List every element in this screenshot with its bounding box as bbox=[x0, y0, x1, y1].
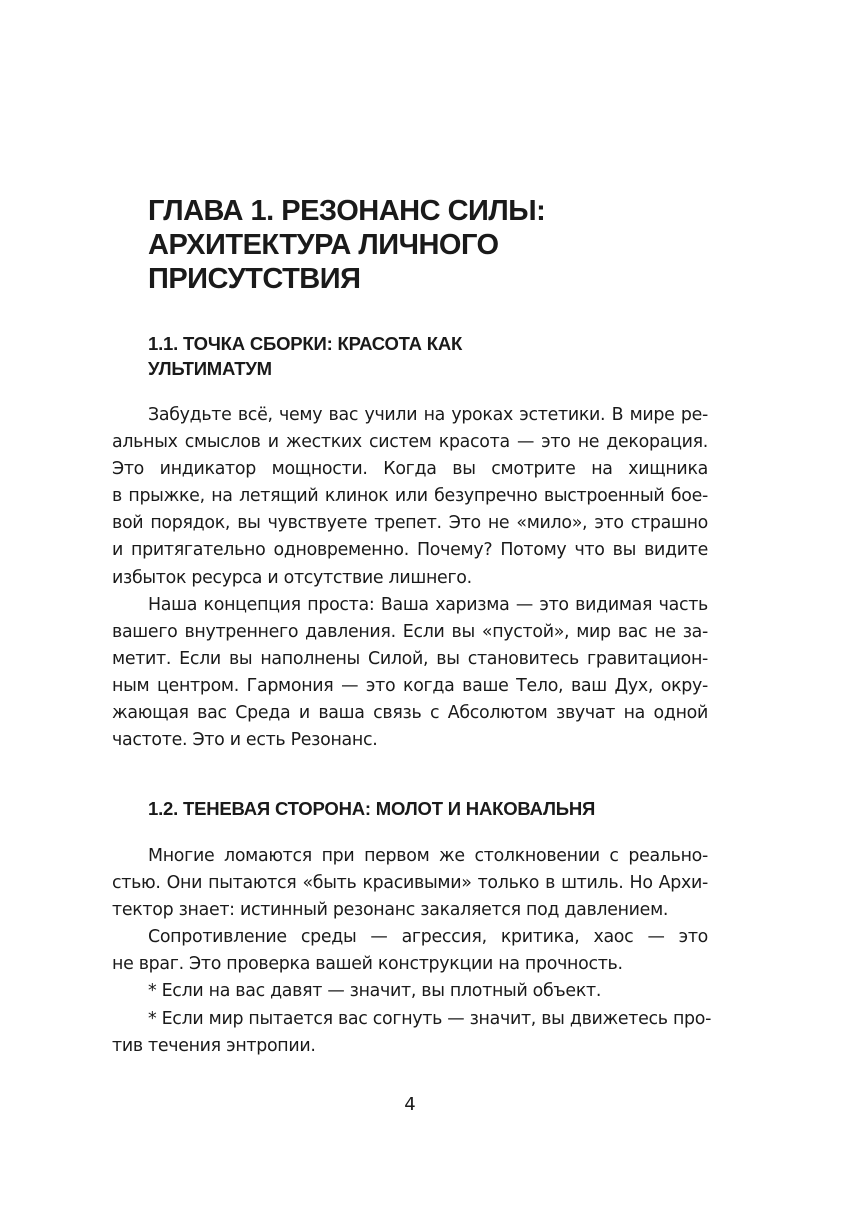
list-item bbox=[112, 1006, 712, 1060]
paragraph bbox=[112, 592, 708, 755]
section-title-line: УЛЬТИМАТУМ bbox=[148, 358, 272, 379]
section-1-title bbox=[148, 331, 462, 381]
text-line: ным центром. Гармония — это когда ваше Тело, ваш Дух, окру- bbox=[112, 675, 708, 696]
chapter-title-line: АРХИТЕКТУРА ЛИЧНОГО bbox=[148, 229, 499, 261]
text-line: Это индикатор мощности. Когда вы смотрите на хищника bbox=[112, 459, 708, 480]
text-line: жающая вас Среда и ваша связь с Абсолютом звучат на одной bbox=[112, 703, 708, 724]
text-line: Забудьте всё, чему вас учили на уроках эстетики. В мире ре- bbox=[148, 405, 708, 425]
text-line: Многие ломаются при первом же столкновении с реально- bbox=[148, 846, 708, 866]
text-line: * Если мир пытается вас согнуть — значит, вы движетесь про- bbox=[148, 1008, 712, 1029]
chapter-title-line: ГЛАВА 1. РЕЗОНАНС СИЛЫ: bbox=[148, 195, 546, 227]
text-line: вой порядок, вы чувствуете трепет. Это не «мило», это страшно bbox=[112, 513, 708, 534]
text-line: * Если на вас давят — значит, вы плотный объект. bbox=[148, 981, 602, 1002]
section-2-body bbox=[112, 843, 712, 1060]
section-1-body bbox=[112, 402, 708, 754]
paragraph bbox=[112, 843, 708, 924]
text-line: альных смыслов и жестких систем красота — это не декорация. bbox=[112, 432, 708, 453]
text-line: тив течения энтропии. bbox=[112, 1035, 316, 1056]
section-2-title bbox=[148, 796, 595, 821]
chapter-title-line: ПРИСУТСТВИЯ bbox=[148, 263, 361, 295]
text-line: Сопротивление среды — агрессия, критика, хаос — это bbox=[148, 927, 708, 948]
section-title-line: 1.1. ТОЧКА СБОРКИ: КРАСОТА КАК bbox=[148, 333, 463, 354]
text-line: избыток ресурса и отсутствие лишнего. bbox=[112, 567, 472, 588]
paragraph bbox=[112, 402, 708, 592]
chapter-title bbox=[148, 194, 708, 296]
text-line: и притягательно одновременно. Почему? Потому что вы видите bbox=[112, 540, 708, 561]
text-line: вашего внутреннего давления. Если вы «пустой», мир вас не за- bbox=[112, 621, 708, 642]
text-line: стью. Они пытаются «быть красивыми» только в штиль. Но Архи- bbox=[112, 873, 708, 894]
text-line: не враг. Это проверка вашей конструкции на прочность. bbox=[112, 954, 623, 975]
text-line: Наша концепция проста: Ваша харизма — это видимая часть bbox=[148, 594, 708, 615]
text-line: частоте. Это и есть Резонанс. bbox=[112, 730, 378, 751]
text-line: тектор знает: истинный резонанс закаляется под давлением. bbox=[112, 900, 669, 921]
list-item bbox=[112, 978, 708, 1005]
page-number: 4 bbox=[404, 1094, 416, 1115]
text-line: метит. Если вы наполнены Силой, вы становитесь гравитацион- bbox=[112, 648, 708, 669]
section-title-line: 1.2. ТЕНЕВАЯ СТОРОНА: МОЛОТ И НАКОВАЛЬНЯ bbox=[148, 798, 596, 819]
text-line: в прыжке, на летящий клинок или безупречно выстроенный бое- bbox=[112, 486, 708, 507]
paragraph bbox=[112, 924, 708, 978]
